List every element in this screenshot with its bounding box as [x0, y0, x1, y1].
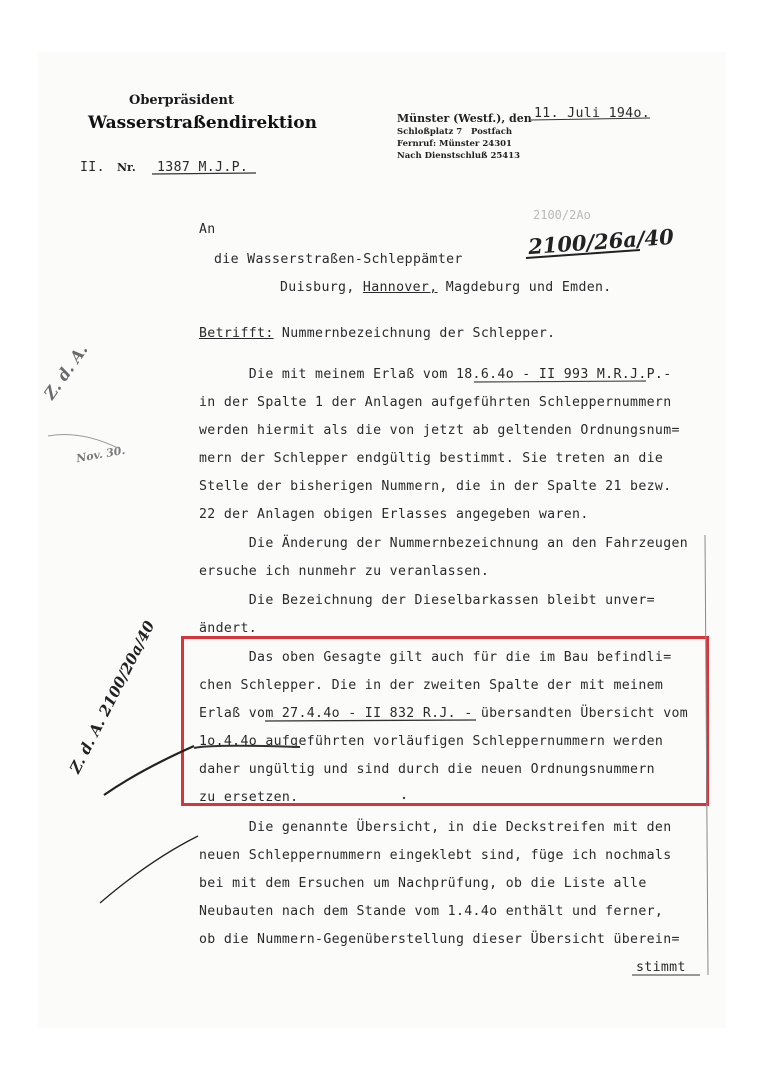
body-line: neuen Schleppernummern eingeklebt sind, füge ich nochmals	[199, 848, 672, 863]
reference-number: 1387 M.J.P.	[157, 160, 249, 175]
letterhead-line2: Wasserstraßendirektion	[88, 113, 317, 133]
body-line: 1o.4.4o aufgeführten vorläufigen Schleppernummern werden	[199, 734, 664, 749]
body-line: in der Spalte 1 der Anlagen aufgeführten Schleppernummern	[199, 395, 672, 410]
recipient-an: An	[199, 222, 216, 237]
body-line: zu ersetzen.	[199, 790, 299, 805]
margin-note-1: Z. d. A.	[40, 340, 92, 403]
body-line: Neubauten nach dem Stande vom 1.4.4o enthält und ferner,	[199, 904, 664, 919]
sender-phone: Fernruf: Münster 24301	[397, 139, 512, 149]
sender-city: Münster (Westf.), den	[397, 112, 532, 125]
sender-street: Schloßplatz 7 Postfach	[397, 127, 513, 137]
margin-note-2: Z. d. A. 2100/20a/40	[66, 618, 159, 777]
body-line: 22 der Anlagen obigen Erlasses angegeben waren.	[199, 507, 589, 522]
body-line: werden hiermit als die von jetzt ab geltenden Ordnungsnum=	[199, 423, 680, 438]
body-line: ändert.	[199, 621, 258, 636]
body-line: Die mit meinem Erlaß vom 18.6.4o - II 993 M.R.J.P.-	[199, 367, 672, 382]
recipient-line1: die Wasserstraßen-Schleppämter	[214, 252, 463, 267]
body-line: daher ungültig und sind durch die neuen Ordnungsnummern	[199, 762, 655, 777]
body-line: Das oben Gesagte gilt auch für die im Bau befindli=	[199, 650, 672, 665]
body-line: mern der Schlepper endgültig bestimmt. Sie treten an die	[199, 451, 664, 466]
body-line: Erlaß vom 27.4.4o - II 832 R.J. - übersandten Übersicht vom	[199, 706, 689, 721]
faded-stamp: 2100/2Ao	[533, 208, 591, 222]
body-line: Die Änderung der Nummernbezeichnung an den Fahrzeugen	[199, 536, 689, 551]
body-line: chen Schlepper. Die in der zweiten Spalte der mit meinem	[199, 678, 664, 693]
body-line: Die genannte Übersicht, in die Deckstreifen mit den	[199, 820, 672, 835]
sender-after-hours: Nach Dienstschluß 25413	[397, 151, 521, 161]
letterhead-line1: Oberpräsident	[129, 93, 234, 108]
recipient-line2: Duisburg, Hannover, Magdeburg und Emden.	[280, 280, 612, 295]
body-line: ersuche ich nunmehr zu veranlassen.	[199, 564, 490, 579]
reference-prefix: II.	[80, 160, 105, 175]
subject-label: Betrifft:	[199, 326, 274, 341]
letter-date: 11. Juli 194o.	[534, 106, 651, 121]
body-line: bei mit dem Ersuchen um Nachprüfung, ob die Liste alle	[199, 876, 647, 891]
handwritten-file-number: 2100/26a/40	[527, 223, 675, 260]
reference-nr-label: Nr.	[117, 161, 136, 174]
body-line: ob die Nummern-Gegenüberstellung dieser Übersicht überein=	[199, 932, 680, 947]
body-line: Die Bezeichnung der Dieselbarkassen bleibt unver=	[199, 593, 655, 608]
body-line: Stelle der bisherigen Nummern, die in der Spalte 21 bezw.	[199, 479, 672, 494]
recipient-hannover: Hannover,	[362, 280, 438, 295]
margin-note-1-date: Nov. 30.	[75, 443, 127, 466]
subject-text: Nummernbezeichnung der Schlepper.	[273, 326, 556, 341]
catchword: stimmt	[636, 960, 686, 975]
